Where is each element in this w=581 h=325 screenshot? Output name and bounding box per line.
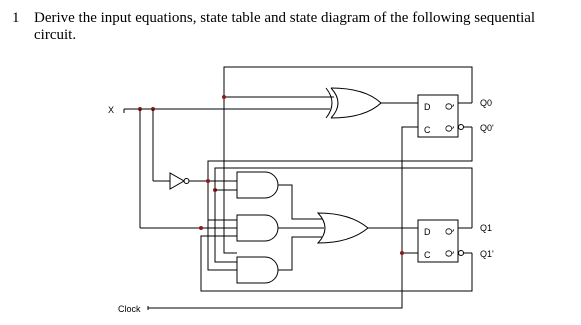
- clock-junction: [400, 251, 404, 255]
- and-gate-2: [237, 215, 278, 241]
- or-gate-body: [318, 213, 368, 243]
- and1-to-or-wire: [278, 185, 322, 219]
- input-x-label: X: [108, 105, 115, 115]
- ff1-inversion-bubble: [459, 251, 464, 256]
- question-number: 1: [12, 10, 20, 26]
- q1-label: Q1: [480, 223, 493, 233]
- ff0-inversion-bubble: [459, 125, 464, 130]
- and-gate-1: [237, 172, 278, 198]
- xor-extra-arc: [326, 88, 332, 118]
- and-gate-3: [237, 257, 278, 283]
- x-junction-3: [199, 226, 203, 230]
- and3-to-or-wire: [278, 237, 322, 270]
- q1n-label: Q1': [480, 249, 494, 259]
- not-gate: [170, 173, 237, 189]
- q0n-label: Q0': [480, 123, 494, 133]
- ff1-c-label: C: [424, 250, 431, 260]
- q0n-junction: [206, 179, 210, 183]
- ff0-q-pin: Q: [444, 102, 454, 110]
- question-text: Derive the input equations, state table and state diagram of the following sequential circuit.: [34, 10, 536, 43]
- or-gate: [318, 213, 418, 243]
- flip-flop-1: [418, 220, 494, 262]
- flip-flop-0: [418, 95, 494, 137]
- xor-gate: [326, 88, 418, 118]
- ff1-d-label: D: [424, 227, 431, 237]
- clock-label: Clock: [118, 304, 141, 314]
- q0-label: Q0: [480, 98, 493, 108]
- ff0-c-label: C: [424, 125, 431, 135]
- ff1-q-pin: Q: [444, 227, 454, 235]
- ff0-qn-pin: Q: [444, 124, 454, 132]
- q0-junction: [222, 95, 226, 99]
- ff0-d-label: D: [424, 102, 431, 112]
- ff1-qn-pin: Q: [444, 249, 454, 257]
- clock-to-ff0-wire: [148, 127, 418, 308]
- not-gate-body: [170, 173, 184, 189]
